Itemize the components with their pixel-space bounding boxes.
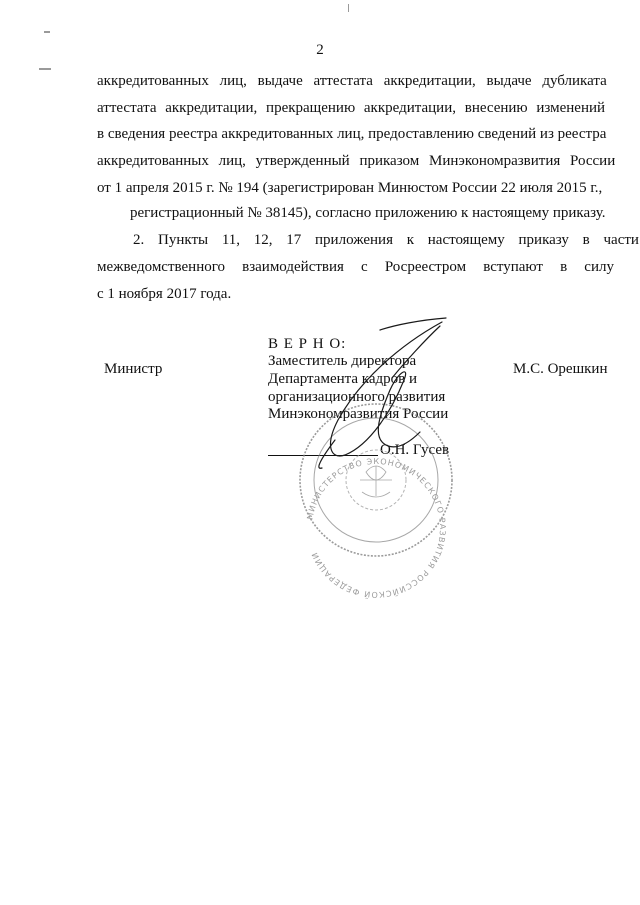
paragraph-1-line-2: аттестата аккредитации, прекращению аккредитации, внесению изменений <box>97 100 606 116</box>
word: вступают <box>483 259 543 275</box>
paragraph-text: аккредитованных лиц, выдаче аттестата аккредитации, выдаче дубликата <box>97 73 607 89</box>
page-number: 2 <box>316 42 324 58</box>
word: с <box>361 259 368 275</box>
certification-position-line-4: Минэкономразвития России <box>268 406 449 422</box>
paragraph-1-line-6: регистрационный № 38145), согласно приложению к настоящему приказу. <box>130 205 606 221</box>
scan-mark <box>348 4 349 12</box>
minister-name: М.С. Орешкин <box>513 361 608 377</box>
stamp-ring-text: МИНИСТЕРСТВО ЭКОНОМИЧЕСКОГО РАЗВИТИЯ РОССИЙСКОЙ ФЕДЕРАЦИИ <box>305 456 448 600</box>
certification-signer: О.Н. Гусев <box>380 442 450 458</box>
certification-position-line-1: Заместитель директора <box>268 353 417 369</box>
certification-heading: В Е Р Н О: <box>268 336 347 352</box>
official-stamp <box>300 404 452 601</box>
paragraph-2-line-2 <box>97 258 614 276</box>
word: Росреестром <box>384 259 467 275</box>
paragraph-2-line-3: с 1 ноября 2017 года. <box>97 286 232 302</box>
certification-position-line-2: Департамента кадров и <box>268 371 417 387</box>
signature-underline <box>268 455 378 456</box>
word: в <box>560 259 568 275</box>
word: межведомственного <box>97 259 226 275</box>
paragraph-1-line-4: аккредитованных лиц, утвержденный приказом Минэкономразвития России <box>97 153 616 169</box>
minister-title: Министр <box>104 361 163 377</box>
paragraph-2-line-1: 2. Пункты 11, 12, 17 приложения к настоящему приказу в части <box>133 232 639 248</box>
paragraph-1-line-5: от 1 апреля 2015 г. № 194 (зарегистрирован Минюстом России 22 июля 2015 г., <box>97 180 603 196</box>
scan-mark <box>44 31 50 33</box>
svg-text:МИНИСТЕРСТВО ЭКОНОМИЧЕСКОГО РА <box>306 457 448 601</box>
paragraph-1-line-1 <box>97 72 614 90</box>
paragraph-1-line-3: в сведения реестра аккредитованных лиц, предоставлению сведений из реестра <box>97 126 607 142</box>
word: взаимодействия <box>242 259 344 275</box>
certification-position-line-3: организационного развития <box>268 389 446 405</box>
word: силу <box>584 259 614 275</box>
scan-mark <box>39 68 51 70</box>
